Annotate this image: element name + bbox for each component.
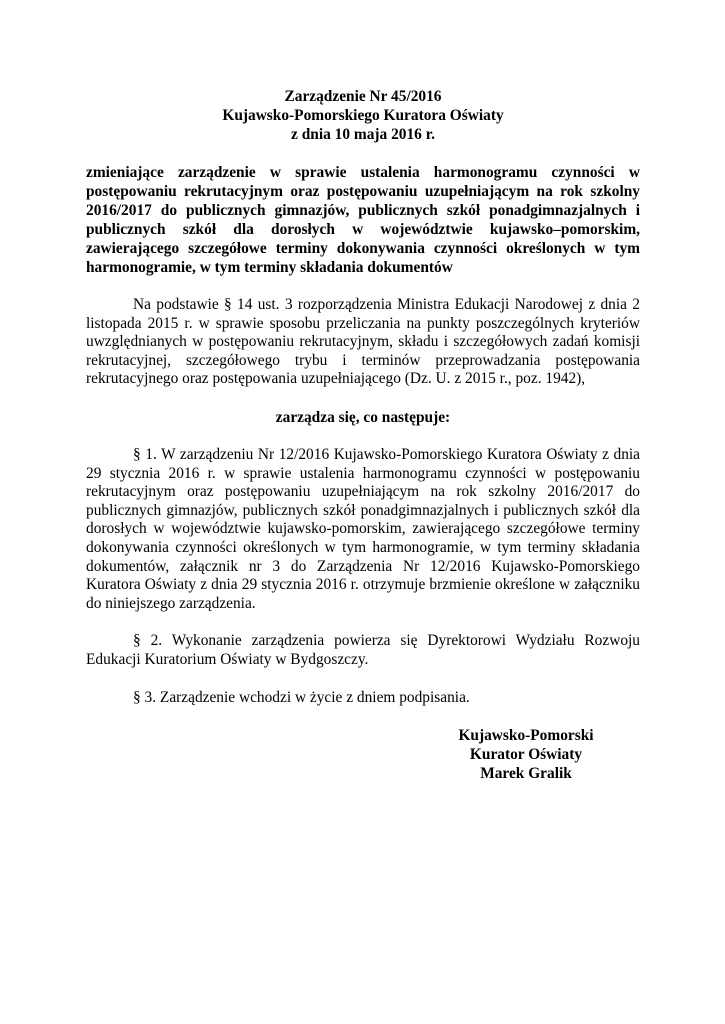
document-subject: zmieniające zarządzenie w sprawie ustalenia harmonogramu czynności w postępowaniu rekrutacyjnym oraz postępowaniu uzupełniającym na rok szkolny 2016/2017 do publicznych gimnazjów, publicznych szkół ponadgimnazjalnych i publicznych szkół dla dorosłych w województwie kujawsko–pomorskim, zawierającego szczegółowe terminy dokonywania czynności określonych w tym harmonogramie, w tym terminy składania dokumentów bbox=[86, 164, 640, 276]
issuing-authority: Kujawsko-Pomorskiego Kuratora Oświaty bbox=[222, 107, 504, 124]
document-title: Zarządzenie Nr 45/2016 bbox=[284, 88, 442, 105]
document-header bbox=[86, 87, 640, 144]
signature-name: Marek Gralik bbox=[480, 765, 572, 783]
document-date: z dnia 10 maja 2016 r. bbox=[291, 126, 435, 143]
signature-block bbox=[451, 726, 601, 783]
document-page bbox=[86, 87, 640, 783]
signature-line-2: Kurator Oświaty bbox=[469, 746, 583, 764]
section-2-paragraph: § 2. Wykonanie zarządzenia powierza się Dyrektorowi Wydziału Rozwoju Edukacji Kuratorium Oświaty w Bydgoszczy. bbox=[86, 632, 640, 668]
section-1-paragraph: § 1. W zarządzeniu Nr 12/2016 Kujawsko-Pomorskiego Kuratora Oświaty z dnia 29 stycznia 2016 r. w sprawie ustalenia harmonogramu czynności w postępowaniu rekrutacyjnym oraz postępowaniu uzupełniającym na rok szkolny 2016/2017 do publicznych gimnazjów, publicznych szkół ponadgimnazjalnych i publicznych szkół dla dorosłych w województwie kujawsko-pomorskim, zawierającego szczegółowe terminy dokonywania czynności określonych w tym harmonogramie, w tym terminy składania dokumentów, załącznik nr 3 do Zarządzenia Nr 12/2016 Kujawsko-Pomorskiego Kuratora Oświaty z dnia 29 stycznia 2016 r. otrzymuje brzmienie określone w załączniku do niniejszego zarządzenia. bbox=[86, 445, 640, 612]
decree-line: zarządza się, co następuje: bbox=[275, 408, 451, 426]
signature-line-1: Kujawsko-Pomorski bbox=[458, 727, 594, 745]
section-3-paragraph: § 3. Zarządzenie wchodzi w życie z dniem podpisania. bbox=[133, 688, 470, 706]
legal-basis-paragraph: Na podstawie § 14 ust. 3 rozporządzenia Ministra Edukacji Narodowej z dnia 2 listopada 2015 r. w sprawie sposobu przeliczania na punkty poszczególnych kryteriów uwzględnianych w postępowaniu rekrutacyjnym, składu i szczegółowych zadań komisji rekrutacyjnej, szczegółowego trybu i terminów przeprowadzania postępowania rekrutacyjnego oraz postępowania uzupełniającego (Dz. U. z 2015 r., poz. 1942), bbox=[86, 296, 640, 388]
